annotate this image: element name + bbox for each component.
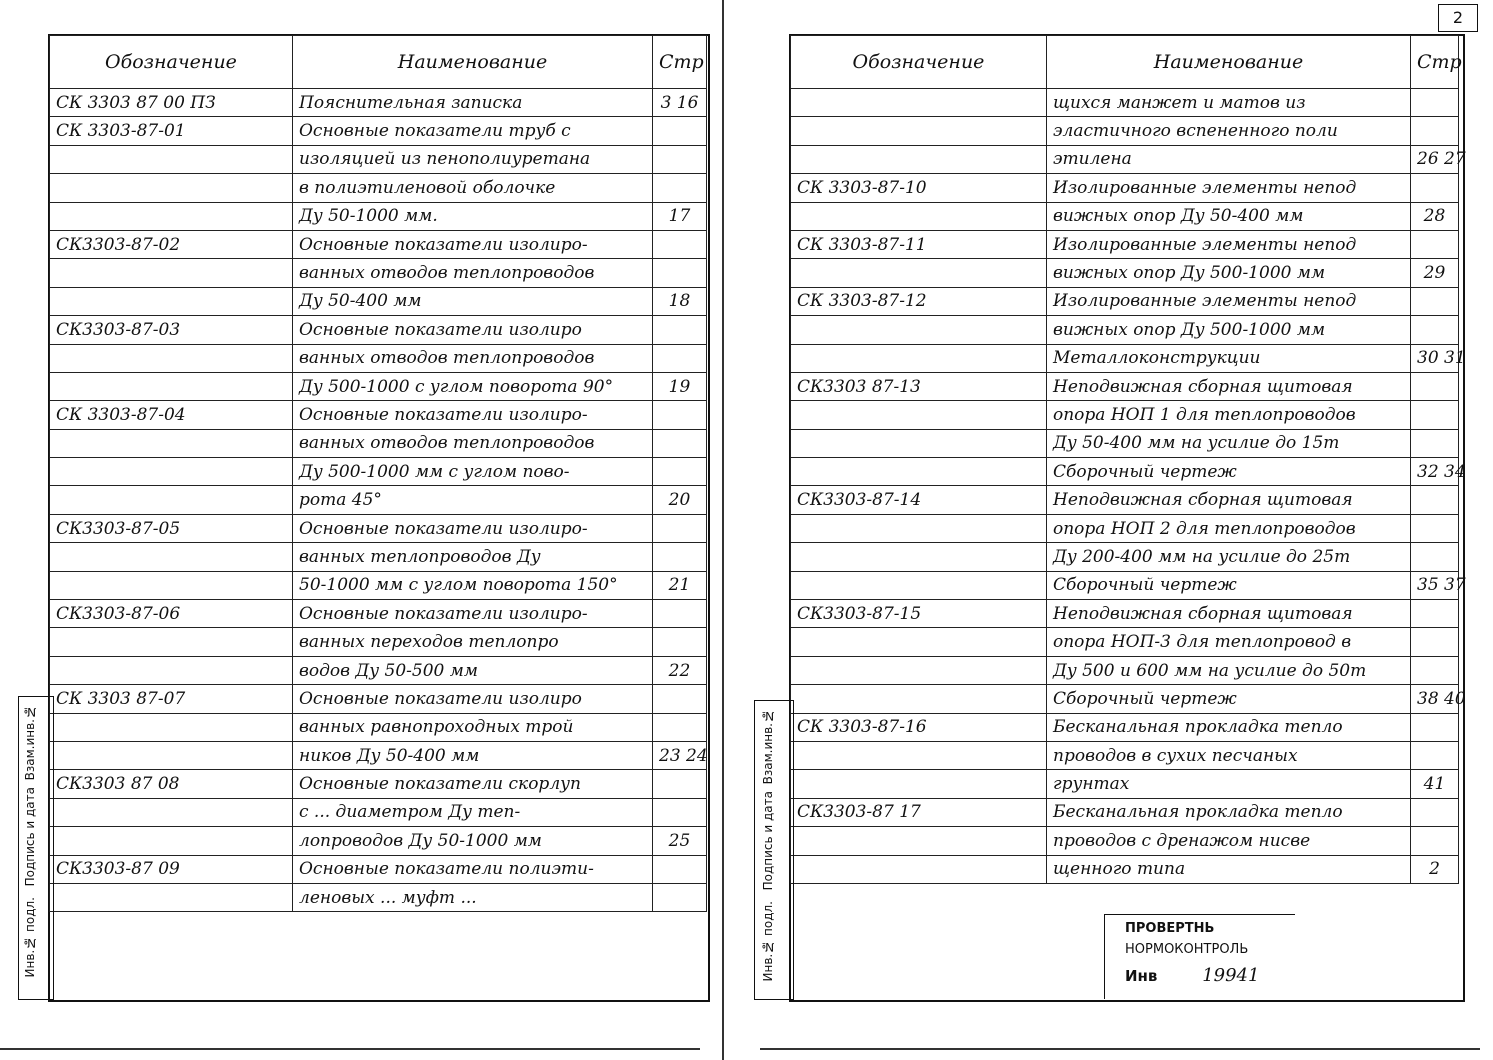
table-row bbox=[50, 855, 707, 883]
row-designation bbox=[791, 855, 1047, 883]
row-page: 29 bbox=[1411, 259, 1459, 287]
header-name: Наименование bbox=[1047, 36, 1411, 89]
row-page bbox=[653, 600, 707, 628]
row-page bbox=[1411, 628, 1459, 656]
table-row bbox=[50, 429, 707, 457]
row-page: 30 31 bbox=[1411, 344, 1459, 372]
table-row bbox=[791, 89, 1459, 117]
header-page: Стр bbox=[1411, 36, 1459, 89]
row-designation bbox=[50, 259, 293, 287]
table-row bbox=[50, 600, 707, 628]
table-row bbox=[791, 798, 1459, 826]
row-designation bbox=[50, 827, 293, 855]
row-name: Основные показатели скорлуп bbox=[293, 770, 653, 798]
row-page: 2 bbox=[1411, 855, 1459, 883]
row-designation bbox=[791, 89, 1047, 117]
table-row bbox=[50, 230, 707, 258]
bottom-edge-left bbox=[0, 1048, 700, 1050]
table-row bbox=[791, 855, 1459, 883]
row-designation bbox=[791, 145, 1047, 173]
row-designation bbox=[791, 202, 1047, 230]
row-name: ванных теплопроводов Ду bbox=[293, 543, 653, 571]
row-designation bbox=[791, 685, 1047, 713]
left-sidebar bbox=[18, 696, 54, 1000]
row-name: опора НОП 1 для теплопроводов bbox=[1047, 401, 1411, 429]
row-name: грунтах bbox=[1047, 770, 1411, 798]
table-row bbox=[791, 145, 1459, 173]
row-page bbox=[1411, 600, 1459, 628]
row-designation bbox=[50, 372, 293, 400]
row-page bbox=[1411, 543, 1459, 571]
row-name: 50-1000 мм с углом поворота 150° bbox=[293, 571, 653, 599]
row-page bbox=[653, 145, 707, 173]
row-name: эластичного вспененного поли bbox=[1047, 117, 1411, 145]
table-row bbox=[791, 287, 1459, 315]
row-page bbox=[1411, 486, 1459, 514]
bottom-edge-right bbox=[760, 1048, 1480, 1050]
row-name: Изолированные элементы непод bbox=[1047, 230, 1411, 258]
header-name: Наименование bbox=[293, 36, 653, 89]
row-page: 3 16 bbox=[653, 89, 707, 117]
row-name: леновых ... муфт ... bbox=[293, 883, 653, 911]
row-page bbox=[1411, 316, 1459, 344]
row-designation: СК 3303-87-10 bbox=[791, 174, 1047, 202]
row-name: ванных отводов теплопроводов bbox=[293, 259, 653, 287]
row-page bbox=[653, 458, 707, 486]
row-page bbox=[653, 685, 707, 713]
row-name: Бесканальная прокладка тепло bbox=[1047, 713, 1411, 741]
table-row bbox=[50, 145, 707, 173]
row-designation bbox=[50, 344, 293, 372]
header-designation: Обозначение bbox=[791, 36, 1047, 89]
table-row bbox=[50, 656, 707, 684]
row-page bbox=[1411, 827, 1459, 855]
row-name: ванных отводов теплопроводов bbox=[293, 429, 653, 457]
row-designation: СК 3303-87-12 bbox=[791, 287, 1047, 315]
row-page bbox=[653, 117, 707, 145]
right-sidebar bbox=[754, 700, 794, 1000]
row-name: Основные показатели труб с bbox=[293, 117, 653, 145]
header-page: Стр bbox=[653, 36, 707, 89]
table-row bbox=[791, 372, 1459, 400]
row-page bbox=[1411, 372, 1459, 400]
row-page bbox=[653, 514, 707, 542]
row-designation: СК3303-87 09 bbox=[50, 855, 293, 883]
row-page: 17 bbox=[653, 202, 707, 230]
table-row bbox=[50, 344, 707, 372]
row-designation bbox=[50, 458, 293, 486]
table-row bbox=[50, 458, 707, 486]
row-name: Металлоконструкции bbox=[1047, 344, 1411, 372]
row-name: рота 45° bbox=[293, 486, 653, 514]
row-page bbox=[653, 883, 707, 911]
row-designation: СК3303-87 17 bbox=[791, 798, 1047, 826]
table-row bbox=[50, 827, 707, 855]
row-page bbox=[1411, 174, 1459, 202]
row-page bbox=[653, 770, 707, 798]
row-designation bbox=[50, 174, 293, 202]
row-name: с ... диаметром Ду теп- bbox=[293, 798, 653, 826]
table-row bbox=[791, 429, 1459, 457]
row-name: Изолированные элементы непод bbox=[1047, 174, 1411, 202]
row-name: Основные показатели изолиро- bbox=[293, 600, 653, 628]
row-name: Сборочный чертеж bbox=[1047, 571, 1411, 599]
row-designation bbox=[791, 429, 1047, 457]
row-name: ванных переходов теплопро bbox=[293, 628, 653, 656]
table-row bbox=[791, 656, 1459, 684]
stamp-line-2: НОРМОКОНТРОЛЬ bbox=[1125, 942, 1249, 957]
header-designation: Обозначение bbox=[50, 36, 293, 89]
stamp-line-1: ПРОВЕРТНЬ bbox=[1125, 921, 1215, 936]
row-designation bbox=[791, 117, 1047, 145]
table-row bbox=[50, 798, 707, 826]
table-row bbox=[791, 628, 1459, 656]
row-page bbox=[653, 174, 707, 202]
row-designation: СК3303-87-03 bbox=[50, 316, 293, 344]
table-row bbox=[50, 571, 707, 599]
row-designation bbox=[791, 316, 1047, 344]
row-page bbox=[653, 628, 707, 656]
row-page: 32 34 bbox=[1411, 458, 1459, 486]
approval-stamp bbox=[1104, 914, 1295, 999]
table-row bbox=[50, 316, 707, 344]
table-row bbox=[50, 117, 707, 145]
row-page bbox=[653, 798, 707, 826]
row-designation: СК3303 87 08 bbox=[50, 770, 293, 798]
table-row bbox=[791, 827, 1459, 855]
row-name: ванных отводов теплопроводов bbox=[293, 344, 653, 372]
row-page bbox=[653, 713, 707, 741]
right-sidebar-sign: Подпись и дата bbox=[761, 791, 775, 891]
row-page bbox=[1411, 89, 1459, 117]
row-page bbox=[1411, 741, 1459, 769]
row-name: Основные показатели изолиро bbox=[293, 316, 653, 344]
table-row bbox=[50, 287, 707, 315]
row-designation bbox=[50, 713, 293, 741]
row-designation bbox=[791, 543, 1047, 571]
table-row bbox=[791, 344, 1459, 372]
row-designation bbox=[50, 202, 293, 230]
row-designation bbox=[50, 883, 293, 911]
row-name: Ду 50-1000 мм. bbox=[293, 202, 653, 230]
table-row bbox=[791, 713, 1459, 741]
row-name: Неподвижная сборная щитовая bbox=[1047, 486, 1411, 514]
row-name: щенного типа bbox=[1047, 855, 1411, 883]
row-designation: СК 3303 87-07 bbox=[50, 685, 293, 713]
table-row bbox=[50, 514, 707, 542]
row-designation: СК3303-87-05 bbox=[50, 514, 293, 542]
table-row bbox=[791, 316, 1459, 344]
table-row bbox=[50, 372, 707, 400]
table-row bbox=[791, 259, 1459, 287]
row-designation bbox=[50, 486, 293, 514]
row-name: вижных опор Ду 50-400 мм bbox=[1047, 202, 1411, 230]
row-page bbox=[653, 429, 707, 457]
row-page bbox=[1411, 514, 1459, 542]
row-designation bbox=[50, 145, 293, 173]
right-table-header bbox=[791, 36, 1459, 89]
page-fold-divider bbox=[722, 0, 724, 1060]
table-row bbox=[50, 259, 707, 287]
row-designation bbox=[791, 401, 1047, 429]
left-sidebar-replace: Взам.инв.№ bbox=[23, 705, 37, 781]
row-page bbox=[653, 230, 707, 258]
row-name: опора НОП-3 для теплопровод в bbox=[1047, 628, 1411, 656]
row-page: 28 bbox=[1411, 202, 1459, 230]
row-designation bbox=[50, 429, 293, 457]
row-page bbox=[1411, 656, 1459, 684]
row-page: 23 24 bbox=[653, 741, 707, 769]
row-designation bbox=[791, 827, 1047, 855]
table-row bbox=[50, 628, 707, 656]
row-designation bbox=[791, 259, 1047, 287]
table-row bbox=[791, 458, 1459, 486]
row-name: Основные показатели полиэти- bbox=[293, 855, 653, 883]
table-row bbox=[791, 174, 1459, 202]
row-page: 21 bbox=[653, 571, 707, 599]
table-row bbox=[50, 174, 707, 202]
row-name: Основные показатели изолиро bbox=[293, 685, 653, 713]
row-designation: СК3303-87-06 bbox=[50, 600, 293, 628]
table-row bbox=[791, 401, 1459, 429]
row-name: ников Ду 50-400 мм bbox=[293, 741, 653, 769]
table-row bbox=[50, 202, 707, 230]
row-designation: СК 3303-87-04 bbox=[50, 401, 293, 429]
row-designation bbox=[50, 656, 293, 684]
row-page bbox=[1411, 798, 1459, 826]
right-sidebar-inv: Инв.№ подл. bbox=[761, 901, 775, 982]
table-row bbox=[791, 230, 1459, 258]
table-row bbox=[791, 202, 1459, 230]
row-designation bbox=[791, 458, 1047, 486]
row-page bbox=[653, 259, 707, 287]
row-page: 18 bbox=[653, 287, 707, 315]
row-designation bbox=[791, 770, 1047, 798]
row-designation: СК 3303-87-16 bbox=[791, 713, 1047, 741]
stamp-inv-label: Инв bbox=[1125, 967, 1158, 985]
row-name: Сборочный чертеж bbox=[1047, 685, 1411, 713]
row-designation: СК 3303-87-11 bbox=[791, 230, 1047, 258]
row-designation: СК 3303 87 00 ПЗ bbox=[50, 89, 293, 117]
row-designation bbox=[50, 798, 293, 826]
row-page bbox=[653, 401, 707, 429]
table-row bbox=[791, 117, 1459, 145]
row-page: 38 40 bbox=[1411, 685, 1459, 713]
row-name: Ду 50-400 мм bbox=[293, 287, 653, 315]
row-designation bbox=[50, 287, 293, 315]
stamp-inv bbox=[1125, 965, 1295, 986]
table-row bbox=[50, 713, 707, 741]
table-row bbox=[791, 543, 1459, 571]
row-name: в полиэтиленовой оболочке bbox=[293, 174, 653, 202]
row-name: проводов с дренажом нисве bbox=[1047, 827, 1411, 855]
row-name: щихся манжет и матов из bbox=[1047, 89, 1411, 117]
row-designation: СК 3303-87-01 bbox=[50, 117, 293, 145]
table-row bbox=[50, 685, 707, 713]
table-row bbox=[791, 486, 1459, 514]
row-name: проводов в сухих песчаных bbox=[1047, 741, 1411, 769]
row-name: изоляцией из пенополиуретана bbox=[293, 145, 653, 173]
row-name: этилена bbox=[1047, 145, 1411, 173]
row-name: водов Ду 50-500 мм bbox=[293, 656, 653, 684]
row-name: Ду 50-400 мм на усилие до 15т bbox=[1047, 429, 1411, 457]
right-spec-table bbox=[790, 35, 1466, 884]
sheet-number: 2 bbox=[1438, 4, 1478, 32]
row-name: Пояснительная записка bbox=[293, 89, 653, 117]
row-designation: СК3303 87-13 bbox=[791, 372, 1047, 400]
row-page bbox=[1411, 713, 1459, 741]
row-page: 35 37 bbox=[1411, 571, 1459, 599]
row-name: ванных равнопроходных трой bbox=[293, 713, 653, 741]
row-designation bbox=[791, 344, 1047, 372]
table-row bbox=[50, 486, 707, 514]
stamp-inv-number: 19941 bbox=[1202, 965, 1260, 986]
row-designation bbox=[791, 656, 1047, 684]
row-page bbox=[653, 543, 707, 571]
row-name: Ду 500-1000 с углом поворота 90° bbox=[293, 372, 653, 400]
row-name: Ду 500 и 600 мм на усилие до 50т bbox=[1047, 656, 1411, 684]
table-row bbox=[791, 770, 1459, 798]
row-page: 41 bbox=[1411, 770, 1459, 798]
table-row bbox=[50, 89, 707, 117]
table-row bbox=[50, 770, 707, 798]
row-name: вижных опор Ду 500-1000 мм bbox=[1047, 259, 1411, 287]
table-row bbox=[791, 571, 1459, 599]
row-designation bbox=[50, 543, 293, 571]
row-designation bbox=[791, 741, 1047, 769]
left-sidebar-inv: Инв.№ подл. bbox=[23, 897, 37, 978]
row-name: Основные показатели изолиро- bbox=[293, 514, 653, 542]
right-sidebar-replace: Взам.инв.№ bbox=[761, 709, 775, 785]
row-page bbox=[1411, 287, 1459, 315]
row-designation bbox=[791, 514, 1047, 542]
row-name: Ду 200-400 мм на усилие до 25т bbox=[1047, 543, 1411, 571]
row-page bbox=[653, 316, 707, 344]
table-row bbox=[791, 741, 1459, 769]
row-page bbox=[1411, 429, 1459, 457]
row-page: 25 bbox=[653, 827, 707, 855]
row-page bbox=[1411, 117, 1459, 145]
row-name: опора НОП 2 для теплопроводов bbox=[1047, 514, 1411, 542]
row-designation bbox=[50, 741, 293, 769]
row-page bbox=[653, 855, 707, 883]
left-table-header bbox=[50, 36, 707, 89]
table-row bbox=[791, 685, 1459, 713]
row-page: 22 bbox=[653, 656, 707, 684]
row-name: Ду 500-1000 мм с углом пово- bbox=[293, 458, 653, 486]
row-designation bbox=[791, 571, 1047, 599]
row-designation bbox=[791, 628, 1047, 656]
row-designation bbox=[50, 571, 293, 599]
table-row bbox=[791, 600, 1459, 628]
row-designation bbox=[50, 628, 293, 656]
table-row bbox=[50, 401, 707, 429]
row-name: Неподвижная сборная щитовая bbox=[1047, 600, 1411, 628]
row-name: Бесканальная прокладка тепло bbox=[1047, 798, 1411, 826]
row-designation: СК3303-87-15 bbox=[791, 600, 1047, 628]
row-name: лопроводов Ду 50-1000 мм bbox=[293, 827, 653, 855]
left-spec-table bbox=[49, 35, 707, 912]
row-page bbox=[653, 344, 707, 372]
table-row bbox=[50, 883, 707, 911]
row-page bbox=[1411, 401, 1459, 429]
table-row bbox=[50, 741, 707, 769]
row-page: 26 27 bbox=[1411, 145, 1459, 173]
table-row bbox=[50, 543, 707, 571]
row-name: Сборочный чертеж bbox=[1047, 458, 1411, 486]
table-row bbox=[791, 514, 1459, 542]
row-page: 20 bbox=[653, 486, 707, 514]
left-sidebar-sign: Подпись и дата bbox=[23, 787, 37, 887]
row-name: вижных опор Ду 500-1000 мм bbox=[1047, 316, 1411, 344]
row-page: 19 bbox=[653, 372, 707, 400]
row-name: Основные показатели изолиро- bbox=[293, 230, 653, 258]
row-page bbox=[1411, 230, 1459, 258]
row-name: Основные показатели изолиро- bbox=[293, 401, 653, 429]
row-designation: СК3303-87-02 bbox=[50, 230, 293, 258]
row-designation: СК3303-87-14 bbox=[791, 486, 1047, 514]
row-name: Изолированные элементы непод bbox=[1047, 287, 1411, 315]
row-name: Неподвижная сборная щитовая bbox=[1047, 372, 1411, 400]
